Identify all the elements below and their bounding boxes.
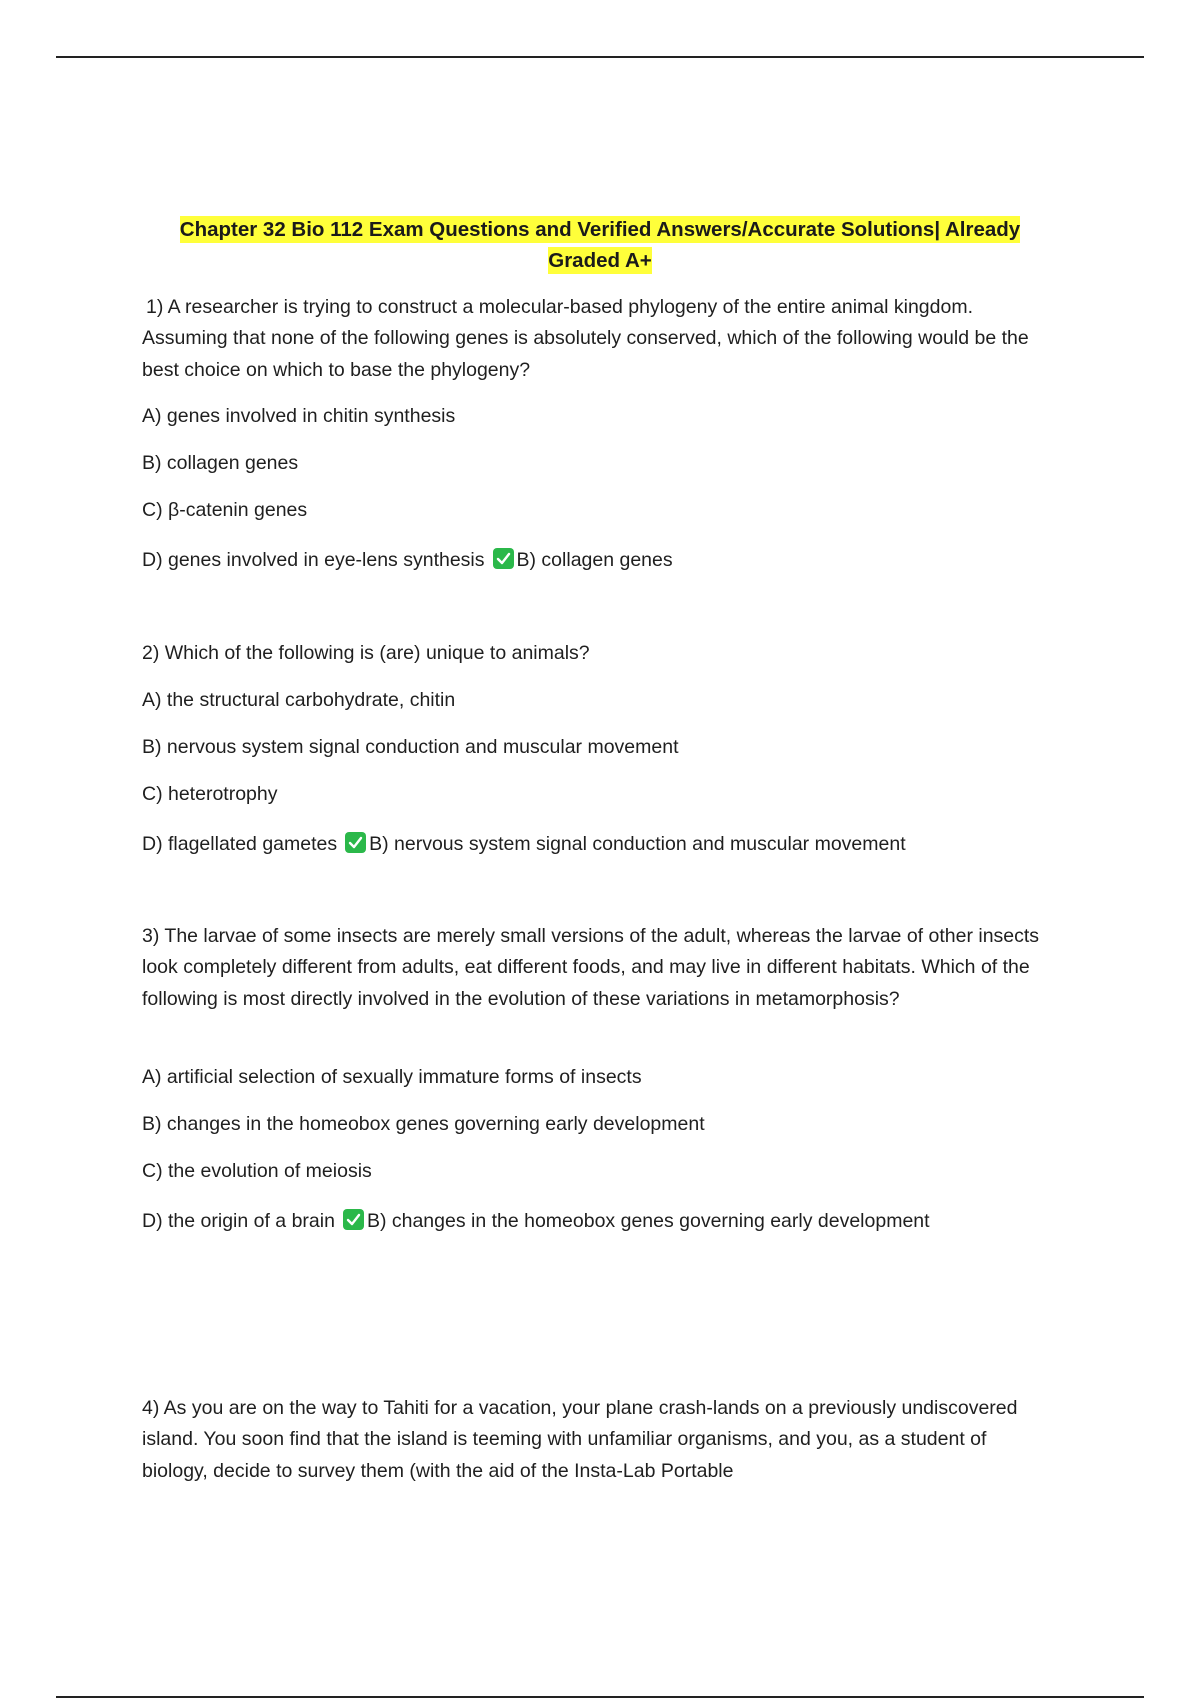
question-3-option-c: C) the evolution of meiosis	[142, 1160, 372, 1182]
question-3-option-b: B) changes in the homeobox genes governing early development	[142, 1113, 705, 1135]
question-1-option-d-row	[142, 545, 673, 576]
document-title	[140, 214, 1060, 276]
title-line-2: Graded A+	[548, 249, 652, 272]
check-icon	[343, 1209, 364, 1230]
question-1-option-b: B) collagen genes	[142, 452, 299, 474]
question-1-option-d: D) genes involved in eye-lens synthesis	[142, 549, 485, 571]
question-3-answer: B) changes in the homeobox genes governing early development	[366, 1210, 930, 1232]
check-icon	[345, 832, 366, 853]
question-1-option-a: A) genes involved in chitin synthesis	[142, 405, 456, 427]
question-1-prompt: 1) A researcher is trying to construct a molecular-based phylogeny of the entire animal kingdom. Assuming that none of the following genes is absolutely conserved, which of the following would be the best choice on which to base the phylogeny?	[142, 296, 1029, 381]
title-line-1: Chapter 32 Bio 112 Exam Questions and Verified Answers/Accurate Solutions| Already	[179, 218, 1021, 241]
question-4-prompt: 4) As you are on the way to Tahiti for a vacation, your plane crash-lands on a previously undiscovered island. You soon find that the island is teeming with unfamiliar organisms, and you, as a student of biology, decide to survey them (with the aid of the Insta-Lab Portable	[142, 1397, 1018, 1482]
footer-rule	[56, 1696, 1144, 1698]
question-2-option-d-row	[142, 829, 906, 860]
question-2-answer: B) nervous system signal conduction and muscular movement	[369, 833, 906, 855]
question-3-option-d: D) the origin of a brain	[142, 1210, 335, 1232]
question-3-prompt: 3) The larvae of some insects are merely small versions of the adult, whereas the larvae of other insects look completely different from adults, eat different foods, and may live in different habitats. Which of the following is most directly involved in the evolution of these variations in metamorphosis?	[142, 925, 1040, 1010]
question-2-prompt: 2) Which of the following is (are) unique to animals?	[142, 642, 590, 664]
question-2-option-a: A) the structural carbohydrate, chitin	[142, 689, 456, 711]
question-3-option-d-row	[142, 1206, 930, 1237]
check-icon	[493, 548, 514, 569]
question-2-option-b: B) nervous system signal conduction and muscular movement	[142, 736, 679, 758]
question-1-answer: B) collagen genes	[516, 549, 673, 571]
question-2-option-c: C) heterotrophy	[142, 783, 278, 805]
question-2-option-d: D) flagellated gametes	[142, 833, 338, 855]
question-3-option-a: A) artificial selection of sexually immature forms of insects	[142, 1066, 642, 1088]
header-rule	[56, 56, 1144, 58]
question-1-option-c: C) β-catenin genes	[142, 499, 308, 521]
